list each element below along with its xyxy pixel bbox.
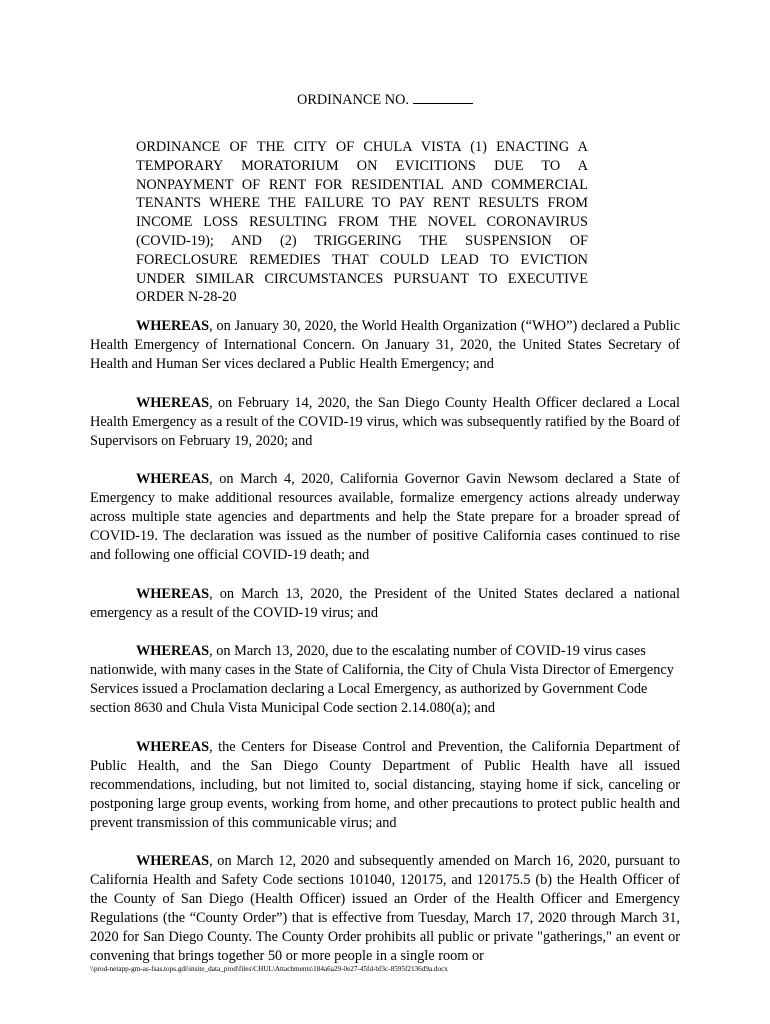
paragraph-text: , on March 12, 2020 and subsequently amended on March 16, 2020, pursuant to California Health and Safety Code sections 101040, 120175, and 120175.5 (b) the Health Officer of the County of San Diego (Health Officer) issued an Order of the Health Officer and Emergency Regulations (the “County Order”) that is effective from Tuesday, March 17, 2020 through March 31, 2020 for San Diego County. The County Order prohibits all public or private "gatherings," an event or convening that brings together 50 or more people in a single room or <box>90 853 680 964</box>
paragraph-text: , on March 13, 2020, the President of the United States declared a national emergency as a result of the COVID-19 virus; and <box>90 585 680 621</box>
ordinance-title: ORDINANCE OF THE CITY OF CHULA VISTA (1) ENACTING A TEMPORARY MORATORIUM ON EVICITIONS DUE TO A NONPAYMENT OF RENT FOR RESIDENTIAL AND COMMERCIAL TENANTS WHERE THE FAILURE TO PAY RENT RESULTS FROM INCOME LOSS RESULTING FROM THE NOVEL CORONAVIRUS (COVID-19); AND (2) TRIGGERING THE SUSPENSION OF FORECLOSURE REMEDIES THAT COULD LEAD TO EVICTION UNDER SIMILAR CIRCUMSTANCES PURSUANT TO EXECUTIVE ORDER N-28-20 <box>136 139 588 306</box>
file-path-footer: \\prod-netapp-gm-as-fsas.tops.gdi\insite_data_prod\files\CHUL\Attachments\184a6a29-0e27-45fd-bf3c-8595f2136d9a.docx <box>90 965 448 973</box>
whereas-paragraph <box>90 317 680 374</box>
ordinance-heading <box>0 89 770 110</box>
ordinance-number-label: ORDINANCE NO. <box>297 92 409 108</box>
paragraph-text: , the Centers for Disease Control and Prevention, the California Department of Public Health, and the San Diego County Department of Public Health have all issued recommendations, including, but not limited to, social distancing, staying home if sick, canceling or postponing large group events, working from home, and other precautions to protect public health and prevent transmission of this communicable virus; and <box>90 738 680 831</box>
whereas-lead: WHEREAS <box>136 585 210 602</box>
whereas-paragraph <box>90 642 680 718</box>
whereas-lead: WHEREAS <box>136 318 210 334</box>
paragraph-text: , on March 13, 2020, due to the escalating number of COVID-19 virus cases nationwide, with many cases in the State of California, the City of Chula Vista Director of Emergency Services issued a Proclamation declaring a Local Emergency, as authorized by Government Code section 8630 and Chula Vista Municipal Code section 2.14.080(a); and <box>90 643 674 716</box>
whereas-paragraph <box>90 738 680 833</box>
whereas-lead: WHEREAS <box>136 471 210 487</box>
whereas-paragraph <box>90 394 680 451</box>
paragraph-text: , on February 14, 2020, the San Diego County Health Officer declared a Local Health Emergency as a result of the COVID-19 virus, which was subsequently ratified by the Board of Supervisors on February 19, 2020; and <box>90 394 680 449</box>
whereas-paragraph <box>90 470 680 565</box>
whereas-paragraph <box>90 585 680 623</box>
whereas-lead: WHEREAS <box>136 853 210 869</box>
paragraph-text: , on March 4, 2020, California Governor Gavin Newsom declared a State of Emergency to make additional resources available, formalize emergency actions already underway across multiple state agencies and departments and help the State prepare for a broader spread of COVID-19. The declaration was issued as the number of positive California cases continued to rise and following one official COVID-19 death; and <box>90 471 680 563</box>
whereas-lead: WHEREAS <box>136 643 210 659</box>
ordinance-number-blank <box>413 89 473 104</box>
whereas-lead: WHEREAS <box>136 738 210 755</box>
whereas-lead: WHEREAS <box>136 394 210 411</box>
whereas-paragraph <box>90 852 680 966</box>
recitals <box>90 317 680 986</box>
paragraph-text: , on January 30, 2020, the World Health Organization (“WHO”) declared a Public Health Emergency of International Concern. On January 31, 2020, the United States Secretary of Health and Human Ser vices declared a Public Health Emergency; and <box>90 318 680 372</box>
